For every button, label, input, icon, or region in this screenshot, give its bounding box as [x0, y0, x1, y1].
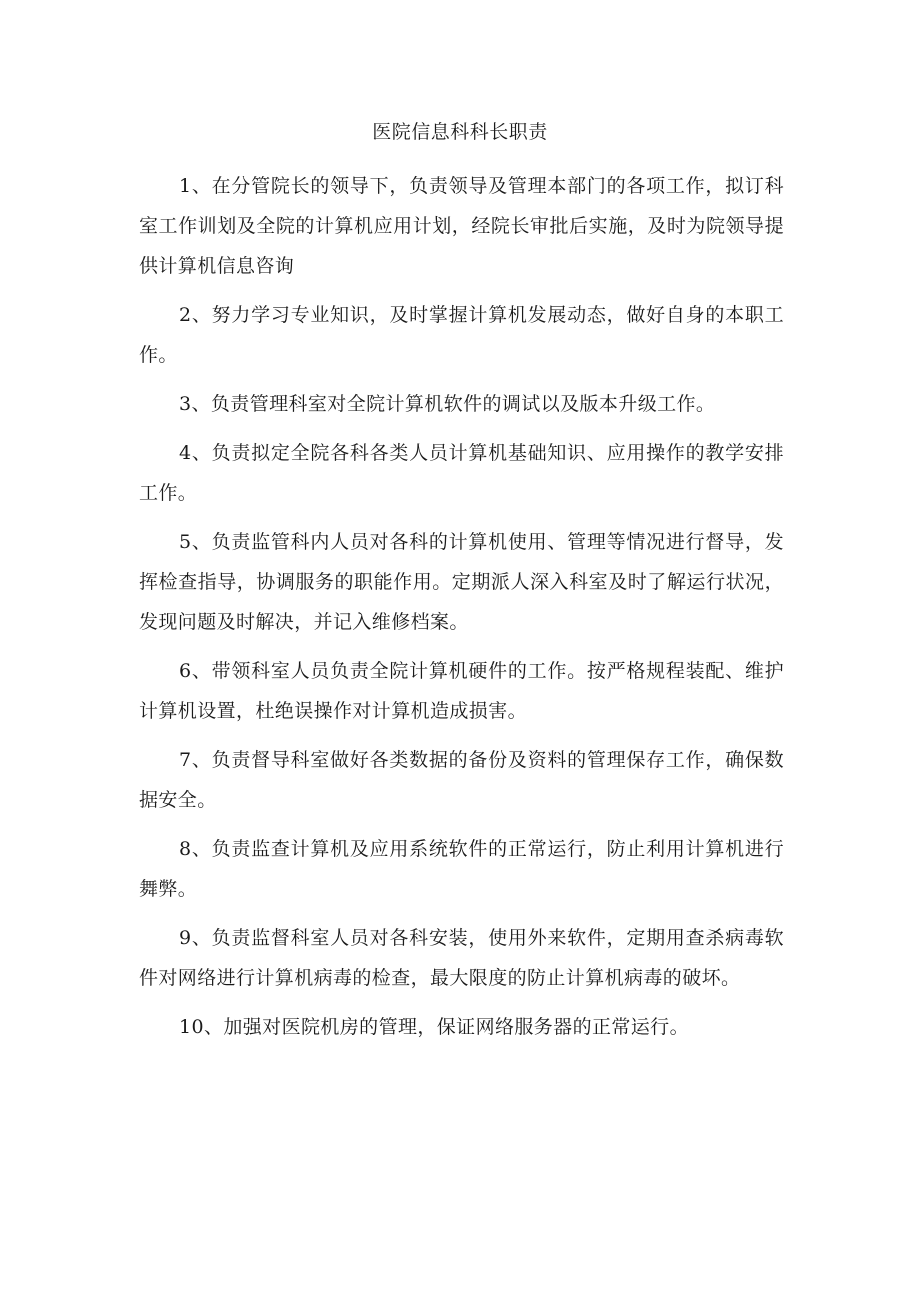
document-body [139, 166, 784, 1056]
duty-paragraph-9: 9、负责监督科室人员对各科安装，使用外来软件，定期用查杀病毒软件对网络进行计算机病毒的检查，最大限度的防止计算机病毒的破坏。 [139, 927, 784, 989]
duty-paragraph-1: 1、在分管院长的领导下，负责领导及管理本部门的各项工作，拟订科室工作训划及全院的计算机应用计划，经院长审批后实施，及时为院领导提供计算机信息咨询 [139, 175, 784, 277]
duty-paragraph-10: 10、加强对医院机房的管理，保证网络服务器的正常运行。 [179, 1016, 689, 1038]
duty-paragraph-2: 2、努力学习专业知识，及时掌握计算机发展动态，做好自身的本职工作。 [139, 304, 784, 366]
document-title: 医院信息科科长职责 [372, 121, 548, 143]
duty-paragraph-5: 5、负责监管科内人员对各科的计算机使用、管理等情况进行督导，发挥检查指导，协调服务的职能作用。定期派人深入科室及时了解运行状况，发现问题及时解决，并记入维修档案。 [139, 531, 784, 633]
duty-paragraph-7: 7、负责督导科室做好各类数据的备份及资料的管理保存工作，确保数据安全。 [139, 749, 784, 811]
duty-paragraph-8: 8、负责监查计算机及应用系统软件的正常运行，防止利用计算机进行舞弊。 [139, 838, 784, 900]
duty-paragraph-4: 4、负责拟定全院各科各类人员计算机基础知识、应用操作的教学安排工作。 [139, 442, 784, 504]
duty-paragraph-6: 6、带领科室人员负责全院计算机硬件的工作。按严格规程装配、维护计算机设置，杜绝误操作对计算机造成损害。 [139, 660, 784, 722]
duty-paragraph-3: 3、负责管理科室对全院计算机软件的调试以及版本升级工作。 [179, 393, 716, 415]
